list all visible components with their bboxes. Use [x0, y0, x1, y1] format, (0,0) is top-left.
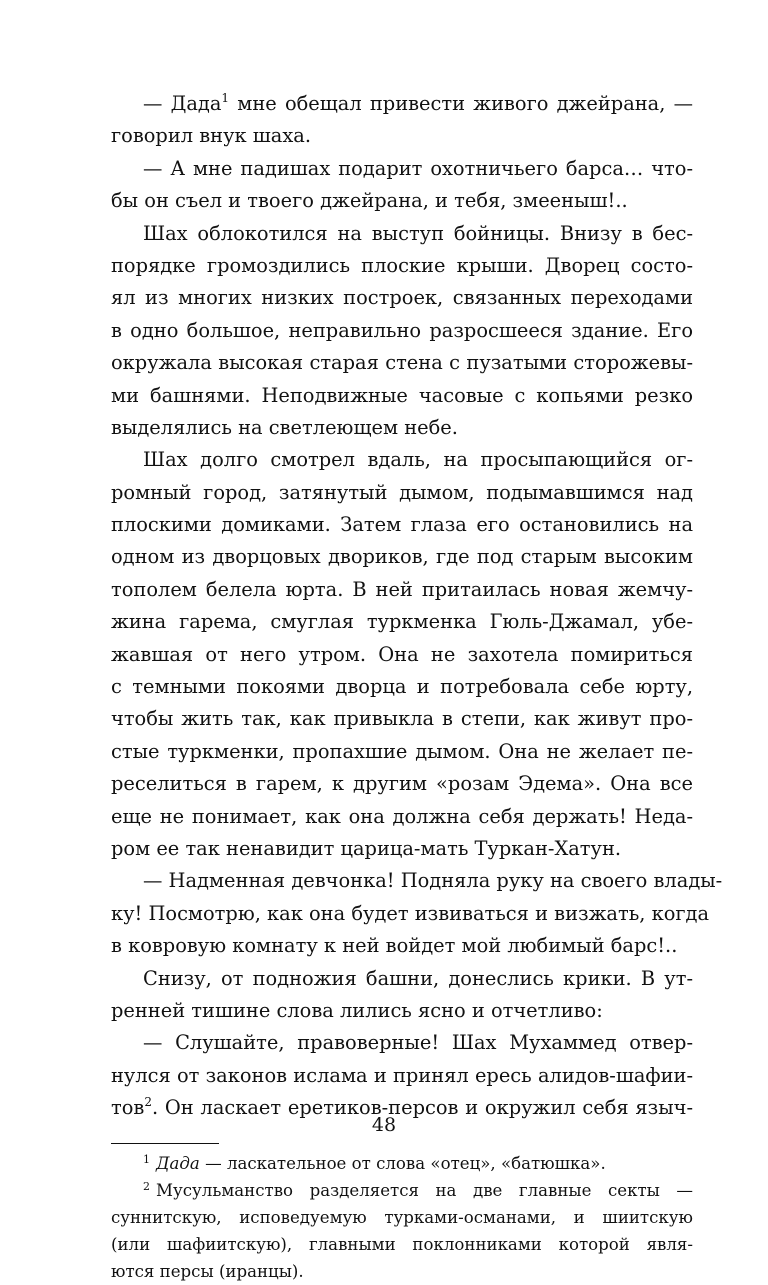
footnote-text: Мусульманство разделяется на две главные секты — — [156, 1180, 693, 1200]
footnote-text: ются персы (иранцы). — [111, 1261, 304, 1281]
text-segment: Шах облокотился на выступ бойницы. Внизу в бес- — [143, 221, 693, 245]
text-segment: — Надменная девчонка! Подняла руку на своего влады- — [143, 869, 723, 893]
footnote-term: Дада — [156, 1153, 200, 1173]
text-segment: говорил внук шаха. — [111, 124, 312, 148]
text-segment: ренней тишине слова лились ясно и отчетливо: — [111, 998, 603, 1022]
body-text — [111, 88, 723, 1125]
text-line — [111, 671, 693, 703]
text-line — [111, 963, 693, 995]
text-segment: реселиться в гарем, к другим «розам Эдема». Она все — [111, 772, 693, 796]
text-segment: в ковровую комнату к ней войдет мой любимый барс!.. — [111, 934, 678, 958]
text-segment: Шах долго смотрел вдаль, на просыпающийся ог- — [143, 448, 693, 472]
text-line — [111, 801, 693, 833]
text-segment: ми башнями. Неподвижные часовые с копьями резко — [111, 383, 693, 407]
text-segment: мне обещал привести живого джейрана, — — [229, 92, 693, 115]
footnote-line — [111, 1150, 693, 1177]
text-line — [111, 412, 693, 444]
text-line — [111, 1060, 693, 1092]
footnote-ref: 1 — [221, 91, 230, 105]
footnote-line — [111, 1258, 693, 1285]
text-line — [111, 703, 693, 735]
text-line — [111, 768, 693, 800]
text-segment: ромный город, затянутый дымом, подымавшимся над — [111, 480, 693, 504]
footnote-number: 2 — [143, 1179, 150, 1193]
footnote-line — [111, 1204, 693, 1231]
footnote-ref: 2 — [144, 1095, 152, 1110]
text-line — [111, 1027, 693, 1059]
text-line — [111, 185, 693, 217]
footnote-separator — [111, 1143, 219, 1144]
text-segment: ял из многих низких построек, связанных переходами — [111, 286, 693, 310]
text-line — [111, 995, 693, 1027]
text-line — [111, 250, 693, 282]
text-segment: ром ее так ненавидит царица-мать Туркан-Хатун. — [111, 836, 622, 860]
page-number: 48 — [371, 1114, 397, 1136]
text-line — [111, 315, 693, 347]
text-line — [111, 347, 693, 379]
text-line — [111, 282, 693, 314]
footnote-text: — ласкательное от слова «отец», «батюшка». — [199, 1153, 606, 1173]
text-segment: выделялись на светлеющем небе. — [111, 415, 458, 439]
footnote-line — [111, 1177, 693, 1204]
text-segment: чтобы жить так, как привыкла в степи, как живут про- — [111, 707, 693, 731]
text-segment: порядке громоздились плоские крыши. Дворец состо- — [111, 253, 693, 277]
text-line — [111, 930, 693, 962]
footnote-text: суннитскую, исповедуемую турками-османами, и шиитскую — [111, 1207, 693, 1227]
text-segment: тов — [111, 1096, 145, 1120]
text-segment: — Слушайте, правоверные! Шах Мухаммед отвер- — [143, 1031, 693, 1055]
text-line — [111, 153, 693, 185]
text-segment: — А мне падишах подарит охотничьего барса… что- — [143, 156, 693, 180]
text-line — [111, 218, 693, 250]
footnotes — [111, 1150, 693, 1285]
text-line — [111, 380, 693, 412]
text-segment: стые туркменки, пропахшие дымом. Она не желает пе- — [111, 739, 693, 763]
text-line — [111, 88, 693, 120]
text-line — [111, 606, 693, 638]
page-body — [111, 88, 723, 1285]
footnote-line — [111, 1231, 693, 1258]
text-segment: в одно большое, неправильно разросшееся здание. Его — [111, 318, 693, 342]
text-segment: . Он ласкает еретиков-персов и окружил себя языч- — [151, 1096, 693, 1120]
text-line — [111, 865, 723, 897]
text-segment: жина гарема, смуглая туркменка Гюль-Джамал, убе- — [111, 610, 693, 634]
text-segment: одном из дворцовых двориков, где под старым высоким — [111, 545, 693, 569]
text-segment: окружала высокая старая стена с пузатыми сторожевы- — [111, 351, 693, 375]
text-segment: с темными покоями дворца и потребовала себе юрту, — [111, 675, 693, 699]
text-segment: ку! Посмотрю, как она будет извиваться и визжать, когда — [111, 901, 710, 925]
text-line — [111, 477, 693, 509]
text-line — [111, 574, 693, 606]
text-line — [111, 833, 693, 865]
text-segment: тополем белела юрта. В ней притаилась новая жемчу- — [111, 577, 693, 601]
text-segment: Снизу, от подножия башни, донеслись крики. В ут- — [143, 966, 693, 990]
text-line — [111, 639, 693, 671]
text-segment: бы он съел и твоего джейрана, и тебя, змееныш!.. — [111, 189, 628, 213]
text-segment: нулся от законов ислама и принял ересь алидов-шафии- — [111, 1063, 693, 1087]
text-line — [111, 736, 693, 768]
text-line — [111, 509, 693, 541]
footnote-number: 1 — [143, 1152, 150, 1166]
text-line — [111, 541, 693, 573]
text-line — [111, 898, 710, 930]
text-segment: жавшая от него утром. Она не захотела помириться — [111, 642, 693, 666]
text-segment: плоскими домиками. Затем глаза его остановились на — [111, 513, 693, 537]
text-segment: еще не понимает, как она должна себя держать! Неда- — [111, 804, 693, 828]
footnote-text: (или шафиитскую), главными поклонниками которой явля- — [111, 1234, 693, 1254]
text-line — [111, 444, 693, 476]
text-segment: — Дада — [143, 92, 222, 115]
text-line — [111, 120, 693, 152]
